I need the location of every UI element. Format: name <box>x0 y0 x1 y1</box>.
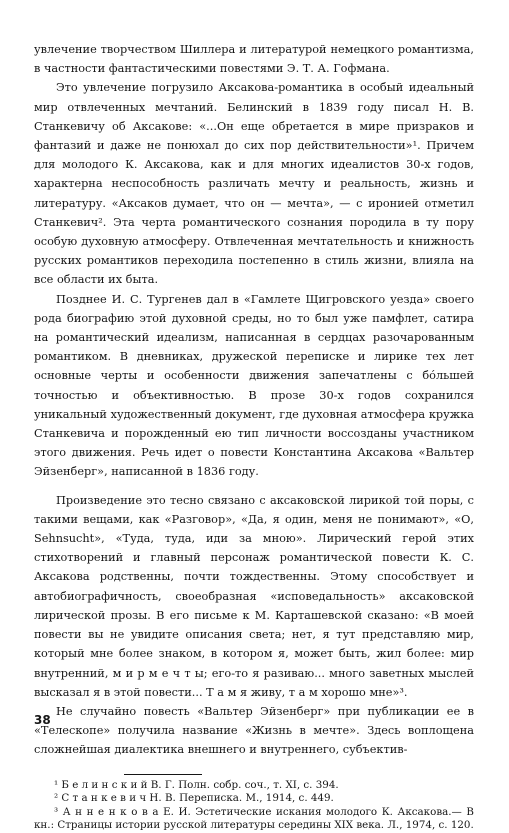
paragraph-1: увлечение творчеством Шиллера и литературой немецкого романтизма, в частности фантастическими повестями Э. Т. А. Гофмана. <box>34 43 474 76</box>
footnote-separator <box>124 774 202 775</box>
footnote-1: ¹ Б е л и н с к и й В. Г. Полн. собр. соч., т. XI, с. 394. <box>54 778 339 791</box>
paragraph-5: Не случайно повесть «Вальтер Эйзенберг» при публикации ее в «Телескопе» получила название «Жизнь в мечте». Здесь воплощена сложнейшая диалектика внешнего и внутреннего, субъектив- <box>34 704 474 757</box>
footnotes <box>34 779 474 833</box>
footnote-3: ³ А н н е н к о в а Е. И. Эстетические искания молодого К. Аксакова.— В кн.: Страницы истории русской литературы середины XIX века. Л., 1974, с. 120. <box>34 805 474 832</box>
main-text <box>34 40 474 760</box>
paragraph-3: Позднее И. С. Тургенев дал в «Гамлете Щигровского уезда» своего рода биографию этой духовной среды, но то был уже памфлет, сатира на романтический идеализм, написанная в сердцах разочарованным романтиком. В дневниках, дружеской переписке и лирике тех лет основные черты и особенности движения запечатлены с бо́льшей точностью и объективностью. В прозе 30-х годов сохранился уникальный художественный документ, где духовная атмосфера кружка Станкевича и порожденный ею тип личности воссозданы участником этого движения. Речь идет о повести Константина Аксакова «Вальтер Эйзенберг», написанной в 1836 году. <box>34 292 474 479</box>
page-number: 38 <box>34 713 51 727</box>
footnote-2: ² С т а н к е в и ч Н. В. Переписка. М., 1914, с. 449. <box>54 792 334 805</box>
paragraph-2: Это увлечение погрузило Аксакова-романтика в особый идеальный мир отвлеченных мечтаний. Белинский в 1839 году писал Н. В. Станкевичу об Аксакове: «...Он еще обретается в мире призраков и фантазий и даже не понюхал до сих пор действительности»¹. Причем для молодого К. Аксакова, как и для многих идеалистов 30-х годов, характерна неспособность различать мечту и реальность, жизнь и литературу. «Аксаков думает, что он — мечта», — с иронией отметил Станкевич². Эта черта романтического сознания породила в ту пору особую духовную атмосферу. Отвлеченная мечтательность и книжность русских романтиков переходила постепенно в стиль жизни, влияла на все области их быта. <box>34 81 474 287</box>
paragraph-4: Произведение это тесно связано с аксаковской лирикой той поры, с такими вещами, как «Разговор», «Да, я один, меня не понимают», «О, Sehnsucht», «Туда, туда, иди за мною». Лирический герой этих стихотворений и главный персонаж романтической повести К. С. Аксакова родственны, почти тождественны. Этому способствует и автобиографичность, своеобразная «исповедальность» аксаковской лирической прозы. В его письме к М. Карташевской сказано: «В моей повести вы не увидите описания света; нет, я тут представляю мир, который мне более знаком, в котором я, может быть, жил более: мир внутренний, м и р м е ч т ы; его-то я разиваю... много заветных мыслей высказал я в этой повести... Т а м я живу, т а м хорошо мне»³. <box>34 493 474 699</box>
